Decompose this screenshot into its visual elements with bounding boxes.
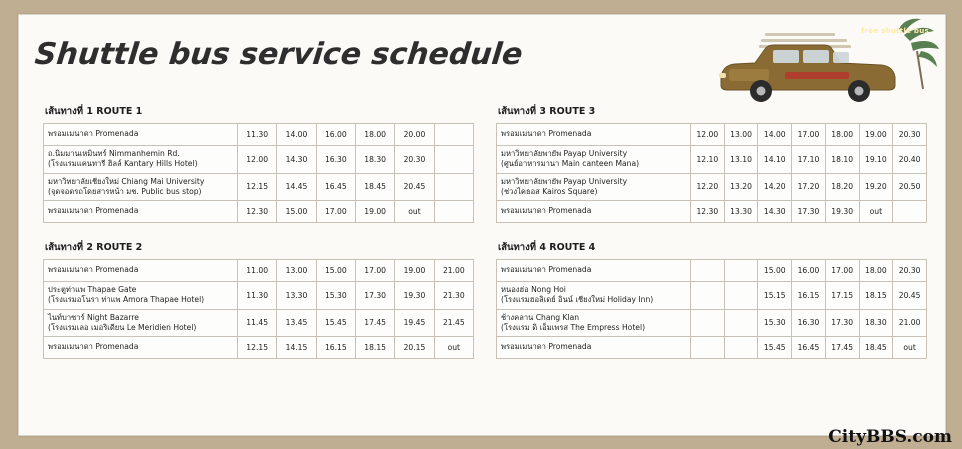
time-cell: 19.00	[859, 124, 893, 146]
time-cell: 13.30	[724, 201, 758, 223]
time-cell	[724, 260, 758, 282]
time-cell: 20.30	[893, 124, 927, 146]
table-row	[44, 260, 474, 282]
time-cell: 12.00	[238, 146, 277, 174]
time-cell: 17.45	[355, 309, 394, 337]
time-cell: 11.30	[238, 124, 277, 146]
time-cell: 13.45	[277, 309, 316, 337]
time-cell	[724, 282, 758, 310]
table-row	[497, 146, 927, 174]
time-cell: 17.30	[825, 309, 859, 337]
time-cell: 15.00	[758, 260, 792, 282]
table-row	[44, 146, 474, 174]
time-cell: 18.15	[355, 337, 394, 359]
time-cell: 14.30	[758, 201, 792, 223]
time-cell: 17.00	[792, 124, 826, 146]
route-heading: เส้นทางที่ 4 ROUTE 4	[498, 242, 596, 253]
time-cell: 13.10	[724, 146, 758, 174]
stop-name: พรอมเมนาดา Promenada	[501, 129, 592, 139]
time-cell	[893, 201, 927, 223]
stop-sub: (โรงแรมอโนรา ท่าแพ Amora Thapae Hotel)	[48, 295, 205, 305]
route-table	[496, 123, 927, 223]
time-cell: 16.00	[792, 260, 826, 282]
stop-cell	[497, 201, 691, 223]
time-cell: 19.30	[395, 282, 434, 310]
time-cell: 12.30	[691, 201, 725, 223]
schedule-page	[18, 14, 946, 436]
stop-sub: (โรงแรมเลอ เมอริเดียน Le Meridien Hotel)	[48, 322, 197, 332]
table-row	[497, 337, 927, 359]
table-row	[497, 260, 927, 282]
stop-name: ช้างคลาน Chang Klan	[501, 312, 580, 322]
stop-cell	[44, 146, 238, 174]
time-cell: 20.40	[893, 146, 927, 174]
time-cell: 18.30	[859, 309, 893, 337]
time-cell	[434, 201, 473, 223]
time-cell: 16.30	[792, 309, 826, 337]
stop-cell	[44, 282, 238, 310]
time-cell: 19.00	[395, 260, 434, 282]
stop-cell	[497, 282, 691, 310]
time-cell: 15.00	[277, 201, 316, 223]
time-cell: 15.45	[316, 309, 355, 337]
route-heading: เส้นทางที่ 2 ROUTE 2	[45, 242, 143, 253]
time-cell: 13.30	[277, 282, 316, 310]
time-cell: 17.30	[355, 282, 394, 310]
stop-name: พรอมเมนาดา Promenada	[48, 265, 139, 275]
time-cell: 18.00	[355, 124, 394, 146]
table-row	[497, 124, 927, 146]
stop-cell	[44, 124, 238, 146]
time-cell: out	[859, 201, 893, 223]
time-cell: 18.20	[825, 173, 859, 201]
stop-sub: (โรงแรมฮอลิเดย์ อินน์ เชียงใหม่ Holiday Inn)	[501, 295, 654, 305]
table-row	[44, 124, 474, 146]
table-row	[44, 282, 474, 310]
time-cell: 12.30	[238, 201, 277, 223]
time-cell: 12.10	[691, 146, 725, 174]
time-cell: 18.45	[355, 173, 394, 201]
stop-name: พรอมเมนาดา Promenada	[501, 342, 592, 352]
time-cell: 18.00	[859, 260, 893, 282]
time-cell: 21.30	[434, 282, 473, 310]
stop-name: พรอมเมนาดา Promenada	[48, 129, 139, 139]
time-cell: 12.00	[691, 124, 725, 146]
time-cell: 20.00	[395, 124, 434, 146]
stop-cell	[44, 309, 238, 337]
time-cell: 18.10	[825, 146, 859, 174]
time-cell: 16.30	[316, 146, 355, 174]
time-cell: 15.30	[316, 282, 355, 310]
time-cell: 17.45	[825, 337, 859, 359]
time-cell: 16.15	[792, 282, 826, 310]
time-cell: 20.30	[395, 146, 434, 174]
stop-sub: (จุดจอดรถโดยสารหน้า มช. Public bus stop)	[48, 186, 202, 196]
route-table	[43, 259, 474, 359]
stop-name: หนองฮ่อ Nong Hoi	[501, 285, 566, 294]
time-cell	[691, 260, 725, 282]
stop-name: พรอมเมนาดา Promenada	[501, 265, 592, 275]
time-cell: 21.00	[893, 309, 927, 337]
time-cell: 19.20	[859, 173, 893, 201]
time-cell: 16.00	[316, 124, 355, 146]
stop-cell	[497, 260, 691, 282]
stop-cell	[497, 146, 691, 174]
table-row	[44, 173, 474, 201]
stop-cell	[497, 124, 691, 146]
time-cell: out	[893, 337, 927, 359]
stop-sub: (ช่วงไคธอส Kairos Square)	[501, 186, 598, 196]
table-row	[497, 309, 927, 337]
time-cell: 19.10	[859, 146, 893, 174]
route-heading: เส้นทางที่ 1 ROUTE 1	[45, 106, 143, 117]
stop-sub: (ศูนย์อาหารมานา Main canteen Mana)	[501, 159, 640, 169]
time-cell: 19.45	[395, 309, 434, 337]
time-cell: 12.15	[238, 337, 277, 359]
table-row	[44, 201, 474, 223]
time-cell	[691, 337, 725, 359]
time-cell: 21.00	[434, 260, 473, 282]
time-cell: 18.30	[355, 146, 394, 174]
time-cell: 20.15	[395, 337, 434, 359]
time-cell: 11.45	[238, 309, 277, 337]
time-cell: 19.00	[355, 201, 394, 223]
time-cell: 14.10	[758, 146, 792, 174]
time-cell	[724, 309, 758, 337]
stop-name: มหาวิทยาลัยพายัพ Payap University	[501, 149, 628, 158]
time-cell: 14.45	[277, 173, 316, 201]
stop-name: มหาวิทยาลัยพายัพ Payap University	[501, 176, 628, 186]
time-cell: 16.15	[316, 337, 355, 359]
time-cell: 12.20	[691, 173, 725, 201]
stop-sub: (โรงแรมแคนทารี ฮิลล์ Kantary Hills Hotel)	[48, 159, 198, 169]
column-left	[43, 101, 474, 373]
time-cell: 11.30	[238, 282, 277, 310]
time-cell: 11.00	[238, 260, 277, 282]
site-watermark: CityBBS.com	[828, 427, 952, 447]
stop-name: พรอมเมนาดา Promenada	[48, 342, 139, 352]
time-cell: 13.00	[724, 124, 758, 146]
free-shuttle-bus-badge: free shuttle bus	[861, 27, 929, 35]
stop-name: พรอมเมนาดา Promenada	[501, 206, 592, 216]
page-title: Shuttle bus service schedule	[33, 37, 525, 72]
time-cell: 18.15	[859, 282, 893, 310]
time-cell: 15.00	[316, 260, 355, 282]
time-cell: 16.45	[316, 173, 355, 201]
stop-cell	[44, 337, 238, 359]
stop-cell	[497, 337, 691, 359]
time-cell	[724, 337, 758, 359]
time-cell: 21.45	[434, 309, 473, 337]
table-row	[497, 201, 927, 223]
stop-name: พรอมเมนาดา Promenada	[48, 206, 139, 216]
time-cell	[691, 309, 725, 337]
time-cell: out	[395, 201, 434, 223]
stop-name: ถ.นิมมานเหมินทร์ Nimmanhemin Rd.	[48, 149, 180, 158]
time-cell: 12.15	[238, 173, 277, 201]
time-cell	[691, 282, 725, 310]
schedule-columns	[43, 101, 927, 373]
time-cell: 13.20	[724, 173, 758, 201]
time-cell	[434, 173, 473, 201]
table-row	[497, 282, 927, 310]
route-table	[43, 123, 474, 223]
time-cell: 16.45	[792, 337, 826, 359]
time-cell: 20.50	[893, 173, 927, 201]
time-cell: 17.20	[792, 173, 826, 201]
route-block-2	[43, 237, 474, 359]
time-cell: 20.45	[893, 282, 927, 310]
time-cell: 14.30	[277, 146, 316, 174]
stop-name: ประตูท่าแพ Thapae Gate	[48, 285, 137, 294]
time-cell: 15.30	[758, 309, 792, 337]
time-cell: 14.00	[277, 124, 316, 146]
time-cell: 18.00	[825, 124, 859, 146]
time-cell: 20.30	[893, 260, 927, 282]
time-cell: 17.00	[825, 260, 859, 282]
stop-cell	[44, 201, 238, 223]
time-cell: 14.00	[758, 124, 792, 146]
time-cell: 17.00	[355, 260, 394, 282]
time-cell	[434, 124, 473, 146]
time-cell: 15.15	[758, 282, 792, 310]
shuttle-bus-illustration	[699, 17, 939, 112]
time-cell: 14.20	[758, 173, 792, 201]
stop-sub: (โรงแรม ดิ เอ็มเพรส The Empress Hotel)	[501, 322, 646, 332]
time-cell	[434, 146, 473, 174]
time-cell: 15.45	[758, 337, 792, 359]
time-cell: 14.15	[277, 337, 316, 359]
table-row	[497, 173, 927, 201]
route-heading: เส้นทางที่ 3 ROUTE 3	[498, 106, 596, 117]
route-table	[496, 259, 927, 359]
column-right	[496, 101, 927, 373]
table-row	[44, 309, 474, 337]
stop-cell	[44, 260, 238, 282]
stop-cell	[497, 173, 691, 201]
time-cell: 19.30	[825, 201, 859, 223]
stop-cell	[44, 173, 238, 201]
time-cell: 17.00	[316, 201, 355, 223]
table-row	[44, 337, 474, 359]
stop-name: มหาวิทยาลัยเชียงใหม่ Chiang Mai University	[48, 176, 205, 186]
time-cell: 17.15	[825, 282, 859, 310]
stop-name: ไนท์บาซาร์ Night Bazarre	[48, 312, 139, 322]
stop-cell	[497, 309, 691, 337]
route-block-3	[496, 101, 927, 223]
time-cell: 20.45	[395, 173, 434, 201]
time-cell: 17.10	[792, 146, 826, 174]
route-block-1	[43, 101, 474, 223]
time-cell: 17.30	[792, 201, 826, 223]
time-cell: 18.45	[859, 337, 893, 359]
time-cell: 13.00	[277, 260, 316, 282]
time-cell: out	[434, 337, 473, 359]
route-block-4	[496, 237, 927, 359]
